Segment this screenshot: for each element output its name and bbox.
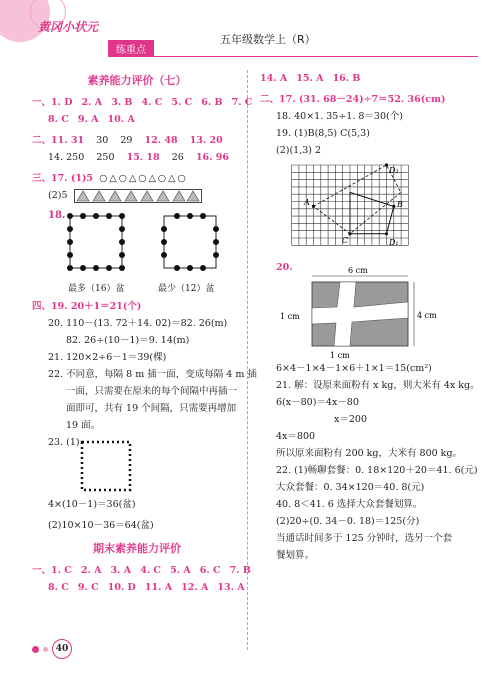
answer-line: 一面，只需要在原来的每个间隔中再插一 xyxy=(66,386,238,397)
q18-figure: 18. 最多（16）盆 最少（12）盆 xyxy=(32,208,242,296)
answer-line: 二、17. (31. 68－24)÷7＝52. 36(cm) xyxy=(260,94,446,105)
answer-line: 22. 不同意，每隔 8 m 插一面，变成每隔 4 m 插 xyxy=(48,369,257,380)
answer-line: 21. 解：设原来面粉有 x kg，则大米有 4x kg。 xyxy=(276,380,480,391)
answer-line: 4x＝800 xyxy=(276,431,316,442)
label-a: A xyxy=(304,198,310,207)
page-number: 40 xyxy=(52,639,72,659)
dim-top-label: 6 cm xyxy=(348,266,368,275)
answer-line: (2)(1,3) 2 xyxy=(276,145,322,156)
answer-line: 82. 26÷(10－1)＝9. 14(m) xyxy=(66,335,190,346)
book-title: 五年级数学上（R） xyxy=(220,33,316,46)
answer-line: 二、11. 31 30 29 12. 48 13. 20 xyxy=(32,135,223,146)
dim-bottom-label: 1 cm xyxy=(330,351,350,360)
answer-line: 4×(10－1)＝36(盆) xyxy=(48,499,136,510)
label-d1: D₁ xyxy=(389,238,399,247)
dim-right-label: 4 cm xyxy=(417,311,437,320)
coordinate-grid-figure xyxy=(260,161,480,257)
answer-line: 40. 8＜41. 6 选择大众套餐划算。 xyxy=(276,499,423,510)
answer-line: 18. 40×1. 35÷1. 8＝30(个) xyxy=(276,111,403,122)
brand-subtitle: 练重点 xyxy=(108,40,154,57)
answer-line: 19 面。 xyxy=(66,420,101,431)
left-column xyxy=(32,68,257,596)
footer-dot xyxy=(43,647,48,652)
answer-line: 19. (1)B(8,5) C(5,3) xyxy=(276,128,370,139)
answer-line: 22. (1)畅聊套餐：0. 18×120＋20＝41. 6(元) xyxy=(276,465,478,476)
triangle-strip-figure xyxy=(74,189,202,203)
answer-line: 面即可，共有 19 个间隔，只需要再增加 xyxy=(66,403,237,414)
answer-line: 一、1. D 2. A 3. B 4. C 5. C 6. B 7. C xyxy=(32,97,253,108)
answer-line: (2)5 xyxy=(32,187,242,204)
answer-line: 21. 120×2÷6－1＝39(棵) xyxy=(48,352,167,363)
answer-line: (2)10×10－36＝64(盆) xyxy=(48,520,154,531)
header-rule xyxy=(108,56,478,57)
column-divider xyxy=(247,70,248,650)
label-c: C xyxy=(342,236,349,245)
answer-line: 所以原来面粉有 200 kg，大米有 800 kg。 xyxy=(276,448,463,459)
dim-left-label: 1 cm xyxy=(280,312,300,321)
answer-line: 6×4－1×4－1×6＋1×1＝15(cm²) xyxy=(276,363,432,374)
answer-line: 14. A 15. A 16. B xyxy=(260,73,361,84)
caption-min: 最少（12）盆 xyxy=(158,284,215,294)
answer-line: 大众套餐：0. 34×120＝40. 8(元) xyxy=(276,482,425,493)
answer-line: (2)20÷(0. 34－0. 18)＝125(分) xyxy=(276,516,420,527)
answer-line: x＝200 xyxy=(334,414,367,425)
section-title: 素养能力评价（七） xyxy=(87,74,187,87)
caption-max: 最多（16）盆 xyxy=(68,284,125,294)
answer-line: 14. 250 250 15. 18 26 16. 96 xyxy=(48,152,229,163)
answer-line: 四、19. 20＋1＝21(个) xyxy=(32,301,142,312)
answer-line: 8. C 9. C 10. D 11. A 12. A 13. A xyxy=(48,582,245,593)
dotted-square xyxy=(78,438,138,494)
answer-line: 一、1. C 2. A 3. A 4. C 5. A 6. C 7. B xyxy=(32,565,251,576)
q20-figure: 20. 6 cm 4 cm 1 cm 1 cm xyxy=(260,262,480,360)
answer-line: 当通话时间多于 125 分钟时，选另一个套 xyxy=(276,533,453,544)
answer-line: 6(x－80)＝4x－80 xyxy=(276,397,359,408)
shape-sequence: ○△○△○△○△○ xyxy=(99,173,188,184)
shaded-rectangle-figure xyxy=(280,262,480,360)
answer-line: 20. 110－(13. 72＋14. 02)＝82. 26(m) xyxy=(48,318,228,329)
answer-line: 8. C 9. A 10. A xyxy=(48,114,135,125)
label-d2: D₂ xyxy=(389,166,399,175)
answer-line: 餐划算。 xyxy=(276,550,315,561)
flowerpot-squares xyxy=(52,208,252,280)
brand-logo: 黄冈小状元 xyxy=(38,20,99,34)
section-title: 期末素养能力评价 xyxy=(93,542,181,555)
q23-figure: 23. (1) xyxy=(32,434,242,496)
footer-dot xyxy=(32,646,39,653)
page-header xyxy=(0,0,500,62)
right-column xyxy=(260,68,480,564)
page-footer xyxy=(32,639,72,659)
answer-line: 三、17. (1)5 ○△○△○△○△○ xyxy=(32,173,188,184)
label-b: B xyxy=(397,200,403,209)
